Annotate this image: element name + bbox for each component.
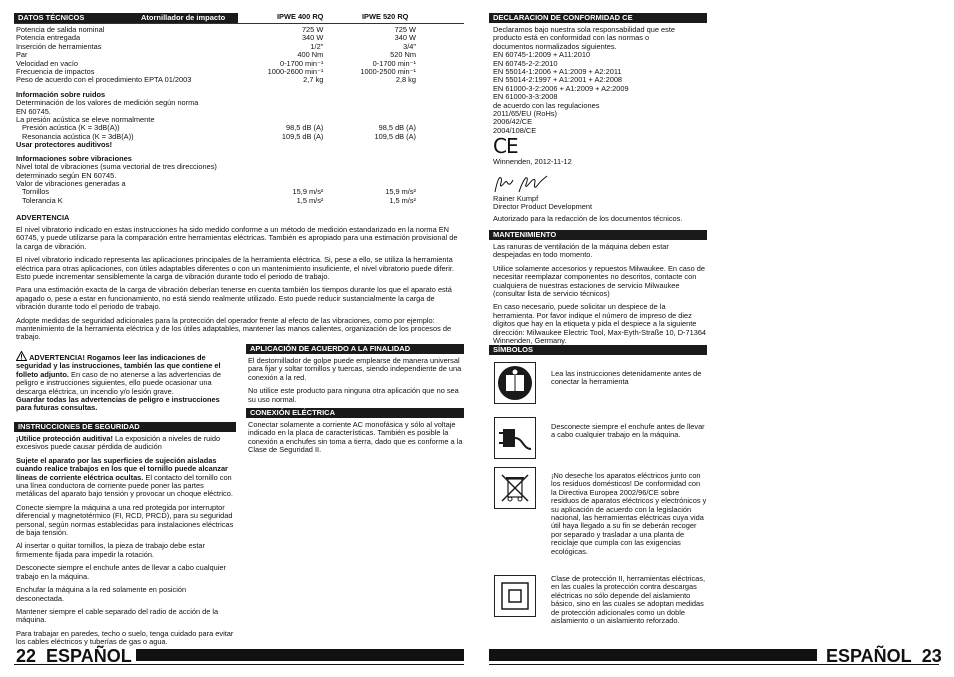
class-ii-icon — [494, 575, 536, 617]
vibration-line: Nivel total de vibraciones (suma vectorial de tres direcciones) — [16, 162, 217, 172]
spec-row: Par 400 Nm 520 Nm — [16, 50, 416, 60]
spec-row: Inserción de herramientas 1/2" 3/4" — [16, 41, 416, 51]
spec-tool: Atornillador de impacto — [141, 13, 226, 22]
spec-row: Potencia de salida nominal 725 W 725 W — [16, 25, 416, 34]
footer-bar-left — [136, 649, 464, 661]
noise-row: Resonancia acústica (K = 3dB(A)) 109,5 dB (A) 109,5 dB (A) — [22, 131, 417, 141]
place-date: Winnenden, 2012-11-12 — [493, 157, 572, 166]
security-paragraph: Desconecte siempre el enchufe antes de llevar a cabo cualquier trabajo en la máquina. — [16, 563, 226, 581]
vibration-line: determinado según EN 60745. — [16, 170, 117, 180]
spec-row: Potencia entregada 340 W 340 W — [16, 33, 416, 43]
security-paragraph: Mantener siempre el cable separado del radio de acción de la máquina. — [16, 606, 219, 625]
noise-title: Información sobre ruidos — [16, 89, 106, 99]
vibration-row: Tolerancia K 1,5 m/s² 1,5 m/s² — [22, 195, 417, 205]
spec-row: Frecuencia de impactos 1000-2600 min⁻¹ 1000-2500 min⁻¹ — [16, 67, 416, 77]
footer-line-left — [14, 664, 464, 665]
advert-paragraph: El nivel vibratorio indicado representa las aplicaciones principales de la herramienta eléctrica. Si, pese a ello, se utiliza la herramienta eléctrica para otras aplicaciones, con útiles adaptables diferentes o con un mantenimiento insuficiente, el nivel vibratorio puede diferir. Esto puede incrementar sensiblemente la carga de vibración durante todo el periodo de trabajo. — [16, 255, 454, 282]
spec-table — [16, 26, 416, 205]
security-body: ¡Utilice protección auditiva! La exposición a niveles de ruido excesivos puede causar pérdida de audición Sujete el aparato por las superficies de sujeción aisladas cuando realice trabajos en los que el tornillo puede alcanzar líneas de corriente eléctrica ocultas. El contacto del tornillo con una línea conductora de corriente puede poner las partes metálicas del aparato bajo tensión y provocar un choque eléctrico. Conecte siempre la máquina a una red protegida por interruptor diferencial y magnetotérmico (FI, RCD, PRCD), para su seguridad personal, según normas establecidas para instalaciones eléctricas de baja tensión. Al insertar o quitar tornillos, la pieza de trabajo debe estar firmemente fijada para impedir la rotación. Desconecte siempre el enchufe antes de llevar a cabo cualquier trabajo en la máquina. Enchufar la máquina a la red solamente en posición desconectada. Mantener siempre el cable separado del radio de acción de la máquina. Para trabajar en paredes, techo o suelo, tenga cuidado para evitar los cables eléctricos y tuberías de gas o agua. — [16, 435, 236, 652]
authorized-text: Autorizado para la redacción de los documentos técnicos. — [493, 214, 683, 223]
connection-body: Conectar solamente a corriente AC monofásica y sólo al voltaje indicado en la placa de características. También es posible la conexión a enchufes sin toma a tierra, dado que es conforme a la Clase de Seguridad II. — [248, 420, 463, 455]
spec-title: DATOS TÉCNICOS — [18, 13, 85, 22]
application-title-bar: APLICACIÓN DE ACUERDO A LA FINALIDAD — [246, 344, 464, 354]
spec-row: Peso de acuerdo con el procedimiento EPTA 01/2003 2,7 kg 2,8 kg — [16, 75, 416, 85]
security-paragraph: Para trabajar en paredes, techo o suelo, tenga cuidado para evitar los cables eléctricos y tuberías de gas o agua. — [16, 628, 234, 647]
noise-line: La presión acústica se eleve normalmente — [16, 115, 155, 125]
signature-icon — [493, 172, 563, 196]
maintenance-body: Las ranuras de ventilación de la máquina deben estar despejadas en todo momento. Utilice solamente accesorios y repuestos Milwaukee. En caso de necesitar reemplazar componentes no descritos, contacte con cualquiera de nuestras estaciones de servicio Milwaukee (consultar lista de servicio técnicos) En caso necesario, puede solicitar un despiece de la herramienta. Por favor indique el número de impreso de diez dígitos que hay en la etiqueta y pida el despiece a la siguiente dirección: Milwaukee Electric Tool, Max-Eyth-Straße 10, D-71364 Winnenden, Germany. — [493, 242, 707, 346]
advert-title: ADVERTENCIA — [16, 213, 70, 222]
symbol-text: Desconecte siempre el enchufe antes de llevar a cabo cualquier trabajo en la máquina. — [551, 422, 705, 440]
weee-bin-icon — [494, 467, 536, 509]
noise-line: EN 60745. — [16, 106, 51, 116]
maintenance-title-bar: MANTENIMIENTO — [489, 230, 707, 240]
ce-mark-icon: CE — [493, 134, 518, 158]
footer-line-right — [489, 664, 939, 665]
page-number-right: ESPAÑOL 23 — [826, 646, 942, 666]
noise-line: Determinación de los valores de medición según norma — [16, 98, 199, 108]
security-paragraph: Enchufar la máquina a la red solamente en posición desconectada. — [16, 585, 187, 603]
symbol-text: ¡No deseche los aparatos eléctricos junto con los residuos domésticos! De conformidad con la Directiva Europea 2002/96/CE sobre residuos de aparatos eléctricos y electrónicos y su aplicación de acuerdo con la legislación nacional, las herramientas eléctricas cuya vida útil haya llegado a su fin se deberán recoger por separado y trasladar a una planta de reciclaje que cumpla con las exigencias ecológicas. — [551, 471, 707, 556]
signer-title: Director Product Development — [493, 202, 592, 211]
advert-paragraph: El nivel vibratorio indicado en estas instrucciones ha sido medido conforme a un método de medición estandarizado en la norma EN 60745, y puede utilizarse para la comparación entre herramientas eléctricas. También es apropiado para una estimación provisional de la carga de vibración. — [16, 225, 458, 251]
noise-row: Presión acústica (K = 3dB(A)) 98,5 dB (A) 98,5 dB (A) — [22, 123, 417, 133]
declaration-title-bar: DECLARACION DE CONFORMIDAD CE — [489, 13, 707, 23]
vibration-title: Informaciones sobre vibraciones — [16, 153, 132, 163]
page-number-left: 22 ESPAÑOL — [16, 646, 132, 666]
security-paragraph: Conecte siempre la máquina a una red protegida por interruptor diferencial y magnetotérmico (FI, RCD, PRCD), para su seguridad personal, según normas establecidas para instalaciones eléctricas de baja tensión. — [16, 502, 234, 538]
advert-body — [16, 226, 462, 347]
unplug-icon — [494, 417, 536, 459]
vibration-line: Valor de vibraciones generadas a — [16, 178, 126, 188]
vibration-row: Tornillos 15,9 m/s² 15,9 m/s² — [22, 187, 417, 197]
symbols-title-bar: SÍMBOLOS — [489, 345, 707, 355]
symbol-text: Lea las instrucciones detenidamente antes de conectar la herramienta — [551, 369, 702, 387]
signer-name: Rainer Kumpf — [493, 194, 539, 203]
spec-col1: IPWE 400 RQ — [277, 12, 324, 21]
connection-title-bar: CONEXIÓN ELÉCTRICA — [246, 408, 464, 418]
warning-keep: Guardar todas las advertencias de peligro e instrucciones para futuras consultas. — [16, 395, 220, 413]
footer-bar-right — [489, 649, 817, 661]
noise-protect: Usar protectores auditivos! — [16, 140, 113, 150]
spec-col2: IPWE 520 RQ — [362, 12, 409, 21]
warning-text: En caso de no atenerse a las advertencias de peligro e instrucciones siguientes, ello puede ocasionar una descarga eléctrica, un incendio y/o lesión grave. — [16, 369, 221, 396]
application-body: El destornillador de golpe puede emplearse de manera universal para fijar y soltar tornillos y tuercas, siendo independiente de una conexión a la red. No utilice este producto para ninguna otra aplicación que no sea su uso normal. — [248, 356, 462, 404]
warning-triangle-icon — [16, 351, 27, 361]
spec-row: Velocidad en vacío 0-1700 min⁻¹ 0-1700 min⁻¹ — [16, 58, 416, 68]
security-title-bar: INSTRUCCIONES DE SEGURIDAD — [14, 422, 236, 432]
read-manual-icon — [494, 362, 536, 404]
spec-header-bar — [14, 13, 238, 23]
advert-paragraph: Adopte medidas de seguridad adicionales para la protección del operador frente al efecto de las vibraciones, como por ejemplo: mantenimiento de la herramienta eléctrica y de los útiles adaptables, mantener las manos calientes, organización de los procesos de trabajo. — [16, 315, 452, 342]
security-paragraph: Al insertar o quitar tornillos, la pieza de trabajo debe estar firmemente fijada para impedir la rotación. — [16, 541, 205, 559]
symbol-text: Clase de protección II, herramientas eléctricas, en las cuales la protección contra descargas eléctricas no sólo depende del aislamiento básico, sino en las cuales se adoptan medidas de protección adicionales como un doble aislamiento o un aislamiento reforzado. — [551, 574, 706, 626]
warning-bold: ADVERTENCIA! Rogamos leer las indicaciones de seguridad y las instrucciones, también las que contiene el folleto adjunto. — [16, 353, 221, 379]
warning-block — [16, 351, 234, 413]
declaration-body: Declaramos bajo nuestra sola responsabilidad que este producto está en conformidad con las normas o documentos normalizados siguientes. EN 60745-1:2009 + A11:2010 EN 60745-2-2:2010 EN 55014-1:2006 + A1:2009 + A2:2011 EN 55014-2:1997 + A1:2001 + A2:2008 EN 61000-3-2:2006 + A1:2009 + A2:2009 EN 61000-3-3:2008 de acuerdo con las regulaciones 2011/65/EU (RoHs) 2006/42/CE 2004/108/CE — [493, 25, 676, 135]
spec-divider — [14, 23, 464, 24]
advert-paragraph: Para una estimación exacta de la carga de vibración deberían tenerse en cuenta también los tiempos durante los que el aparato está apagado o, pese a estar en funcionamiento, no está siendo realmente utilizado. Esto puede reducir sustancialmente la carga de vibración durante todo el periodo de trabajo. — [16, 285, 452, 312]
